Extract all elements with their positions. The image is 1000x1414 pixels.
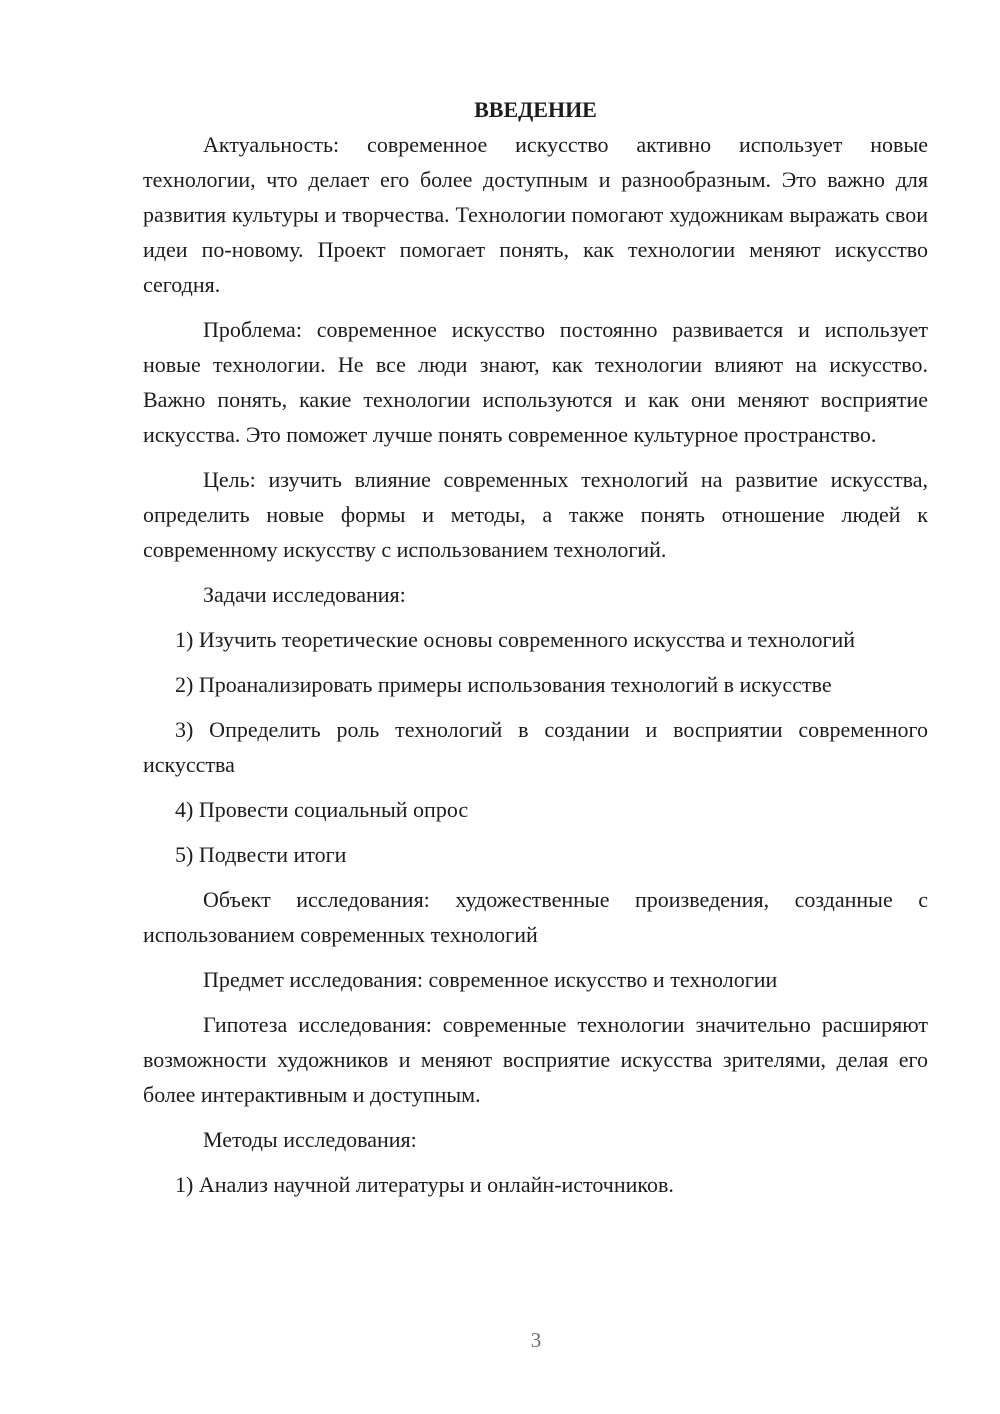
paragraph-methods-heading: Методы исследования: bbox=[203, 1127, 417, 1152]
paragraph-subject: Предмет исследования: современное искусство и технологии bbox=[203, 967, 778, 992]
paragraph-problem: Проблема: современное искусство постоянно развивается и использует новые технологии. Не все люди знают, как технологии влияют на искусство. Важно понять, какие технологии используются и как они меняют восприятие искусства. Это поможет лучше понять современное культурное пространство. bbox=[143, 317, 928, 447]
task-item-3: 3) Определить роль технологий в создании и восприятии современного искусства bbox=[143, 717, 928, 777]
document-page bbox=[143, 92, 928, 1212]
paragraph-tasks-heading: Задачи исследования: bbox=[203, 582, 406, 607]
paragraph-object: Объект исследования: художественные произведения, созданные с использованием современных технологий bbox=[143, 887, 928, 947]
task-item-1: 1) Изучить теоретические основы современного искусства и технологий bbox=[175, 627, 856, 652]
document-title: ВВЕДЕНИЕ bbox=[474, 97, 597, 122]
paragraph-goal: Цель: изучить влияние современных технологий на развитие искусства, определить новые формы и методы, а также понять отношение людей к современному искусству с использованием технологий. bbox=[143, 467, 928, 562]
paragraph-hypothesis: Гипотеза исследования: современные технологии значительно расширяют возможности художников и меняют восприятие искусства зрителями, делая его более интерактивным и доступным. bbox=[143, 1012, 928, 1107]
task-item-4: 4) Провести социальный опрос bbox=[175, 797, 469, 822]
task-item-2: 2) Проанализировать примеры использования технологий в искусстве bbox=[175, 672, 832, 697]
page-number: 3 bbox=[530, 1328, 542, 1352]
task-item-5: 5) Подвести итоги bbox=[175, 842, 347, 867]
method-item-1: 1) Анализ научной литературы и онлайн-источников. bbox=[175, 1172, 674, 1197]
paragraph-relevance: Актуальность: современное искусство активно использует новые технологии, что делает его более доступным и разнообразным. Это важно для развития культуры и творчества. Технологии помогают художникам выражать свои идеи по-новому. Проект помогает понять, как технологии меняют искусство сегодня. bbox=[143, 132, 928, 297]
